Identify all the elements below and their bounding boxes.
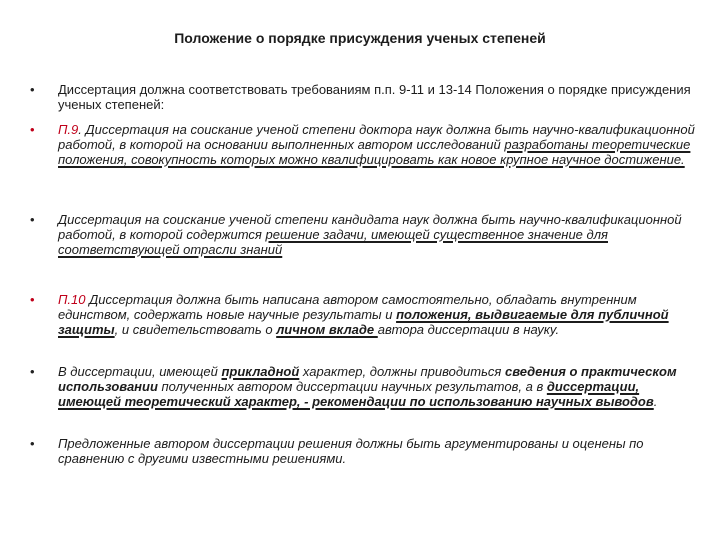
text-run: разработаны теоретические положения, совокупность которых можно квалифицировать как новое крупное научное достижение. [58, 137, 691, 167]
text-run: Диссертация на соискание ученой степени кандидата наук должна быть научно-квалификационной работой, в которой содержится [58, 212, 682, 242]
text-run: диссертации, имеющей теоретический характер, - рекомендации по использованию научных выводов [58, 379, 654, 409]
bullet-item [30, 364, 695, 409]
bullet-icon: • [30, 212, 35, 227]
text-run: решение задачи, имеющей существенное значение для соответствующей отрасли знаний [58, 227, 608, 257]
text-run: прикладной [221, 364, 300, 379]
bullet-text [58, 292, 695, 337]
bullet-text [58, 212, 695, 257]
text-run: личном вкладе [276, 322, 378, 337]
bullet-icon: • [30, 292, 35, 307]
bullet-icon: • [30, 364, 35, 379]
bullet-item [30, 436, 695, 466]
text-run: Диссертация должна быть написана автором самостоятельно, обладать внутренним единством, содержать новые научные результаты и [58, 292, 637, 322]
text-run: . [653, 394, 658, 409]
bullet-text [58, 364, 695, 409]
text-run: П.10 [58, 292, 86, 307]
bullet-text [58, 82, 695, 112]
bullet-text [58, 122, 695, 167]
text-run: Предложенные автором диссертации решения должны быть аргументированы и оценены по сравнению с другими известными решениями. [58, 436, 644, 466]
text-run: характер, должны приводиться [299, 364, 505, 379]
text-run: Диссертация должна соответствовать требованиям п.п. 9-11 и 13-14 Положения о порядке присуждения ученых степеней: [58, 82, 691, 112]
bullet-item [30, 82, 695, 112]
bullet-item [30, 292, 695, 337]
bullet-icon: • [30, 122, 35, 137]
bullet-text [58, 436, 695, 466]
bullet-item [30, 212, 695, 257]
text-run: положения, выдвигаемые для публичной защиты [58, 307, 669, 337]
text-run: В диссертации, имеющей [58, 364, 222, 379]
text-run: полученных автором диссертации научных результатов, а в [157, 379, 547, 394]
text-run: , и свидетельствовать о [114, 322, 277, 337]
bullet-icon: • [30, 82, 35, 97]
slide-title: Положение о порядке присуждения ученых степеней [174, 30, 546, 46]
bullet-icon: • [30, 436, 35, 451]
bullet-item [30, 122, 695, 167]
text-run: сведения о практическом использовании [58, 364, 677, 394]
text-run: автора диссертации в науку. [377, 322, 560, 337]
text-run: П.9 [58, 122, 79, 137]
text-run: . Диссертация на соискание ученой степени доктора наук должна быть научно-квалификационной работой, в которой на основании выполненных автором исследований [58, 122, 695, 152]
